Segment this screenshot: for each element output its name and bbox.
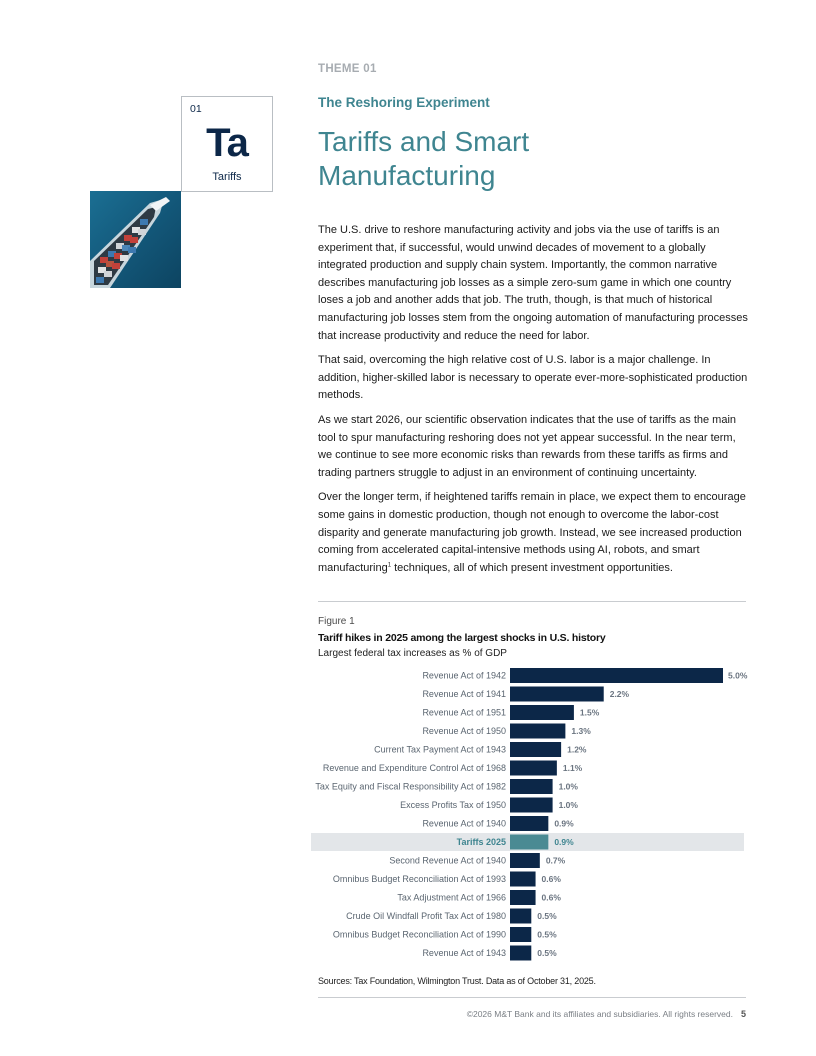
paragraph — [318, 489, 750, 577]
footer-divider — [318, 997, 746, 998]
paragraph-text: Over the longer term, if heightened tariffs remain in place, we expect them to encourage some gains in domestic production, though not enough to overcome the labor-cost disparity and generate manufacturing job growth. Instead, we see increased production coming from accelerated capital-intensive methods using AI, robots, and smart manufacturing — [318, 491, 746, 574]
paragraph: The U.S. drive to reshore manufacturing activity and jobs via the use of tariffs is an experiment that, if successful, would unwind decades of movement to a globally integrated production and supply chain system. Importantly, the common narrative describes manufacturing job losses as a simple zero-sum game in which one country loses a job and another adds that job. The truth, though, is that much of historical manufacturing job losses stem from the ongoing automation of manufacturing processes that increase productivity and reduce the need for labor. — [318, 224, 748, 342]
value-label: 1.0% — [558, 781, 578, 792]
bar — [510, 853, 540, 868]
value-label: 1.3% — [571, 726, 591, 736]
value-label: 1.1% — [562, 763, 583, 773]
bar — [510, 872, 536, 887]
section-subtitle: The Reshoring Experiment — [318, 95, 490, 110]
value-label: 0.5% — [537, 948, 557, 958]
value-label: 0.5% — [537, 911, 557, 921]
category-label: Omnibus Budget Reconciliation Act of 1993 — [332, 874, 506, 884]
theme-label: THEME 01 — [318, 63, 377, 75]
category-label: Omnibus Budget Reconciliation Act of 1990 — [332, 929, 506, 940]
category-label: Revenue Act of 1941 — [422, 689, 506, 699]
bar — [510, 890, 536, 905]
paragraph: As we start 2026, our scientific observation indicates that the use of tariffs as the main tool to spur manufacturing reshoring does not yet appear successful. In the near term, we continue to see more economic risks than rewards from these tariffs as firms and trading partners struggle to adjust in an environment of continuing uncertainty. — [318, 413, 737, 479]
footer — [467, 1009, 746, 1019]
value-label: 0.9% — [554, 818, 574, 829]
category-label: Tax Adjustment Act of 1966 — [397, 892, 506, 903]
category-label: Second Revenue Act of 1940 — [389, 855, 506, 866]
category-label: Revenue and Expenditure Control Act of 1968 — [322, 763, 506, 773]
category-label: Crude Oil Windfall Profit Tax Act of 1980 — [346, 911, 506, 921]
page-number: 5 — [740, 1009, 746, 1019]
paragraph-text: techniques, all of which present investment opportunities. — [391, 561, 673, 574]
element-name: Tariffs — [212, 171, 242, 183]
value-label: 2.2% — [609, 689, 630, 699]
value-label: 0.6% — [541, 874, 561, 884]
value-label: 5.0% — [728, 670, 748, 681]
figure-label: Figure 1 — [318, 616, 355, 627]
bar — [510, 687, 604, 702]
category-label: Excess Profits Tax of 1950 — [400, 800, 506, 810]
cargo-ship-image — [90, 191, 181, 288]
element-tile — [181, 96, 273, 192]
bar — [510, 835, 548, 850]
figure-top-divider — [318, 601, 746, 602]
value-label: 0.5% — [537, 929, 557, 940]
sources-note: Sources: Tax Foundation, Wilmington Trust. Data as of October 31, 2025. — [318, 976, 596, 986]
bar — [510, 946, 531, 961]
category-label: Revenue Act of 1942 — [422, 670, 506, 681]
bar — [510, 798, 553, 813]
page-title — [318, 125, 529, 193]
bar — [510, 927, 531, 942]
bar — [510, 816, 548, 831]
value-label: 1.0% — [558, 800, 578, 810]
page-title-line-1: Tariffs and Smart — [318, 126, 530, 157]
category-label: Tax Equity and Fiscal Responsibility Act of 1982 — [315, 781, 506, 792]
value-label: 1.2% — [567, 744, 587, 755]
element-number: 01 — [190, 103, 202, 115]
element-symbol: Ta — [206, 121, 248, 165]
category-label: Revenue Act of 1951 — [422, 707, 506, 718]
category-label: Tariffs 2025 — [456, 837, 506, 847]
bar — [510, 705, 574, 720]
paragraph: That said, overcoming the high relative cost of U.S. labor is a major challenge. In addition, higher-skilled labor is necessary to operate ever-more-sophisticated production methods. — [318, 354, 748, 402]
category-label: Revenue Act of 1943 — [422, 948, 506, 958]
bar — [510, 742, 561, 757]
value-label: 1.5% — [579, 707, 600, 718]
page-title-line-2: Manufacturing — [318, 160, 496, 191]
copyright-text: ©2026 M&T Bank and its affiliates and subsidiaries. All rights reserved. — [466, 1009, 733, 1019]
figure-title: Tariff hikes in 2025 among the largest shocks in U.S. history — [318, 632, 606, 644]
body-text — [318, 222, 750, 584]
value-label: 0.6% — [541, 892, 561, 903]
value-label: 0.7% — [545, 855, 566, 866]
bar — [510, 761, 557, 776]
value-label: 0.9% — [554, 837, 574, 847]
bar — [510, 909, 531, 924]
bar-chart — [0, 660, 816, 970]
category-label: Revenue Act of 1940 — [422, 818, 506, 829]
bar — [510, 779, 553, 794]
bar — [510, 668, 723, 683]
bar — [510, 724, 565, 739]
category-label: Revenue Act of 1950 — [422, 726, 506, 736]
figure-subtitle: Largest federal tax increases as % of GDP — [318, 648, 507, 659]
footnote-marker[interactable]: 1 — [387, 562, 392, 569]
category-label: Current Tax Payment Act of 1943 — [374, 744, 506, 755]
cargo-ship-photo — [90, 191, 181, 288]
